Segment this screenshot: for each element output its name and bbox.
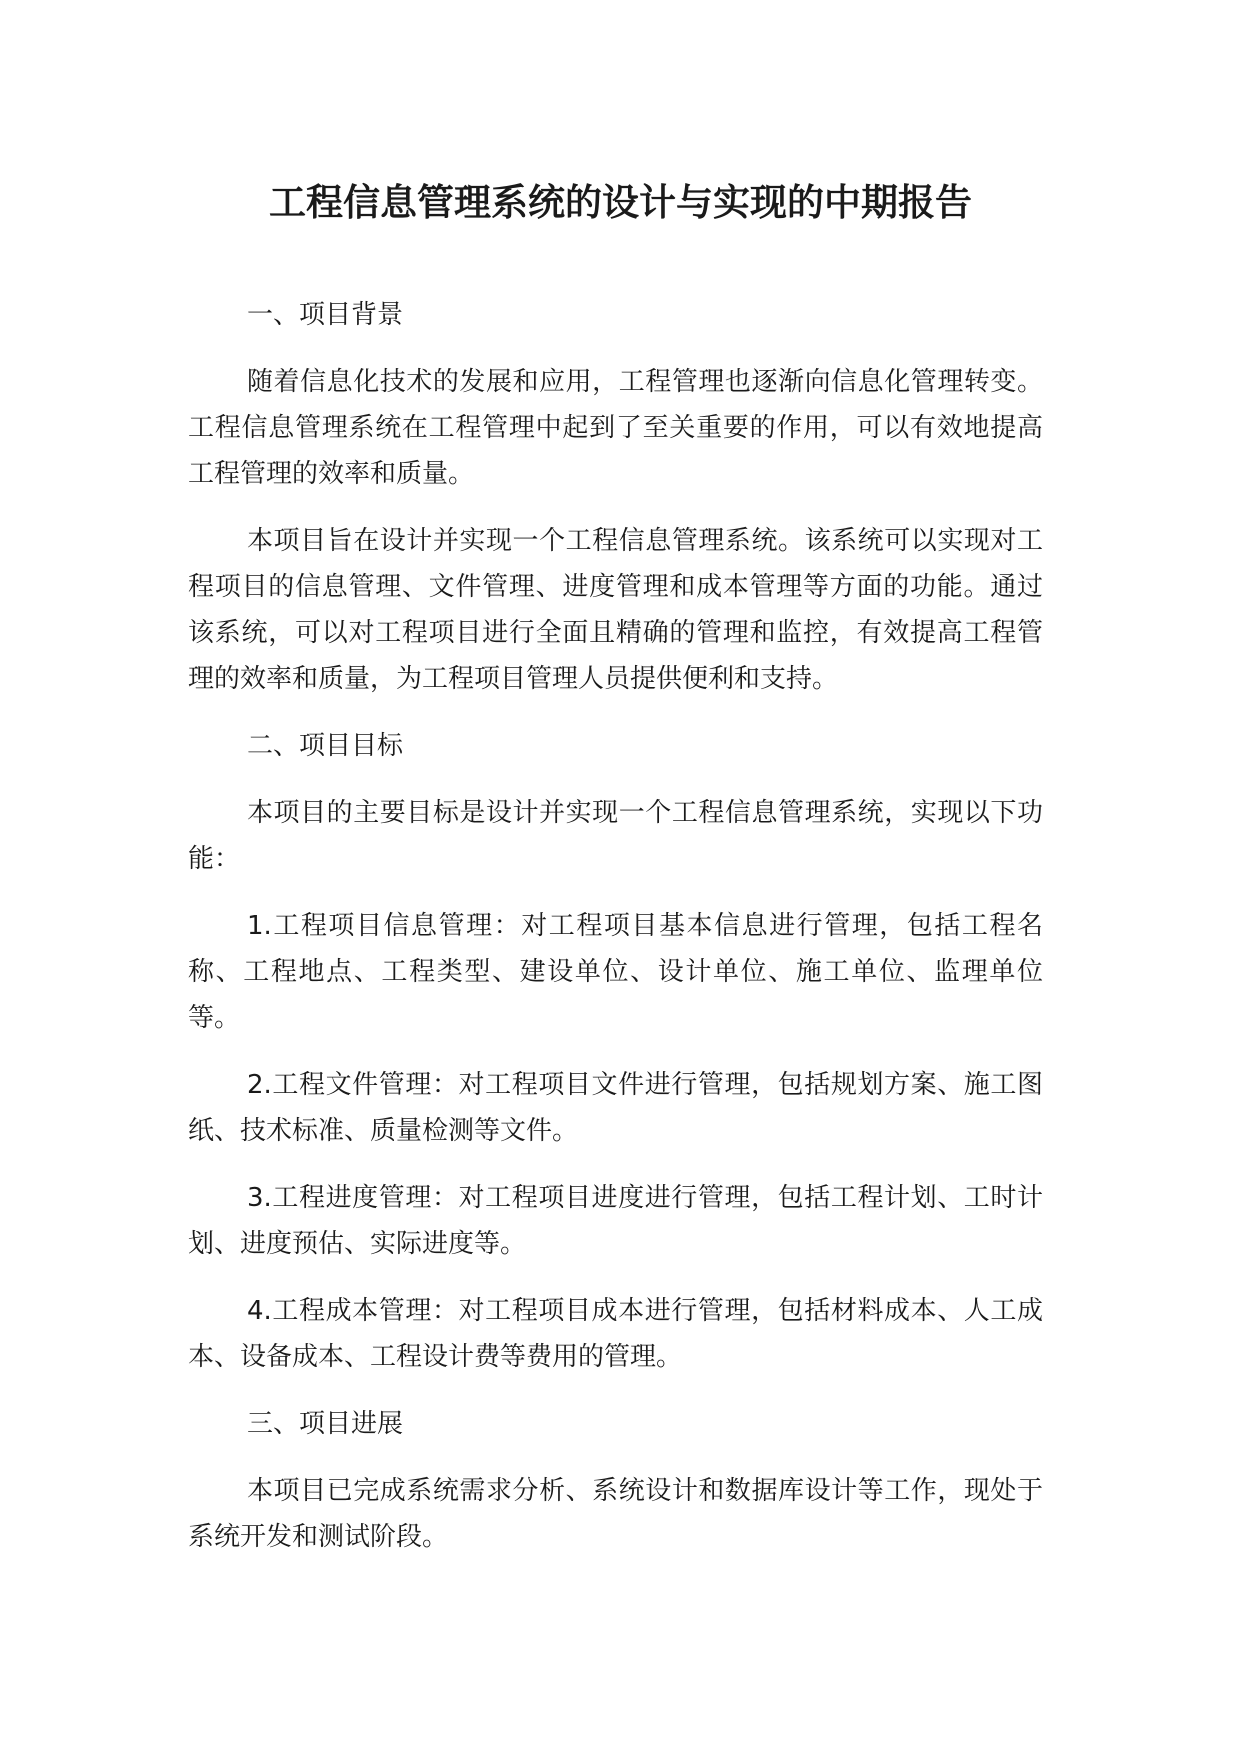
section-heading-progress: 三、项目进展 [247,1409,404,1439]
document-body [188,292,1043,1581]
list-item-cost-management: 4.工程成本管理：对工程项目成本进行管理，包括材料成本、人工成本、设备成本、工程设计费等费用的管理。 [188,1296,1043,1372]
list-item-file-management: 2.工程文件管理：对工程项目文件进行管理，包括规划方案、施工图纸、技术标准、质量检测等文件。 [188,1070,1043,1146]
section-heading-goals: 二、项目目标 [247,731,404,761]
paragraph-progress: 本项目已完成系统需求分析、系统设计和数据库设计等工作，现处于系统开发和测试阶段。 [188,1476,1043,1552]
list-item-info-management: 1.工程项目信息管理：对工程项目基本信息进行管理，包括工程名称、工程地点、工程类型、建设单位、设计单位、施工单位、监理单位等。 [188,911,1043,1033]
document-title: 工程信息管理系统的设计与实现的中期报告 [269,181,972,224]
paragraph-background-1: 随着信息化技术的发展和应用，工程管理也逐渐向信息化管理转变。工程信息管理系统在工程管理中起到了至关重要的作用，可以有效地提高工程管理的效率和质量。 [188,367,1043,489]
paragraph-background-2: 本项目旨在设计并实现一个工程信息管理系统。该系统可以实现对工程项目的信息管理、文件管理、进度管理和成本管理等方面的功能。通过该系统，可以对工程项目进行全面且精确的管理和监控，有效提高工程管理的效率和质量，为工程项目管理人员提供便利和支持。 [188,526,1043,694]
list-item-progress-management: 3.工程进度管理：对工程项目进度进行管理，包括工程计划、工时计划、进度预估、实际进度等。 [188,1183,1043,1259]
paragraph-goals-intro: 本项目的主要目标是设计并实现一个工程信息管理系统，实现以下功能： [188,798,1043,874]
section-heading-background: 一、项目背景 [247,300,404,330]
